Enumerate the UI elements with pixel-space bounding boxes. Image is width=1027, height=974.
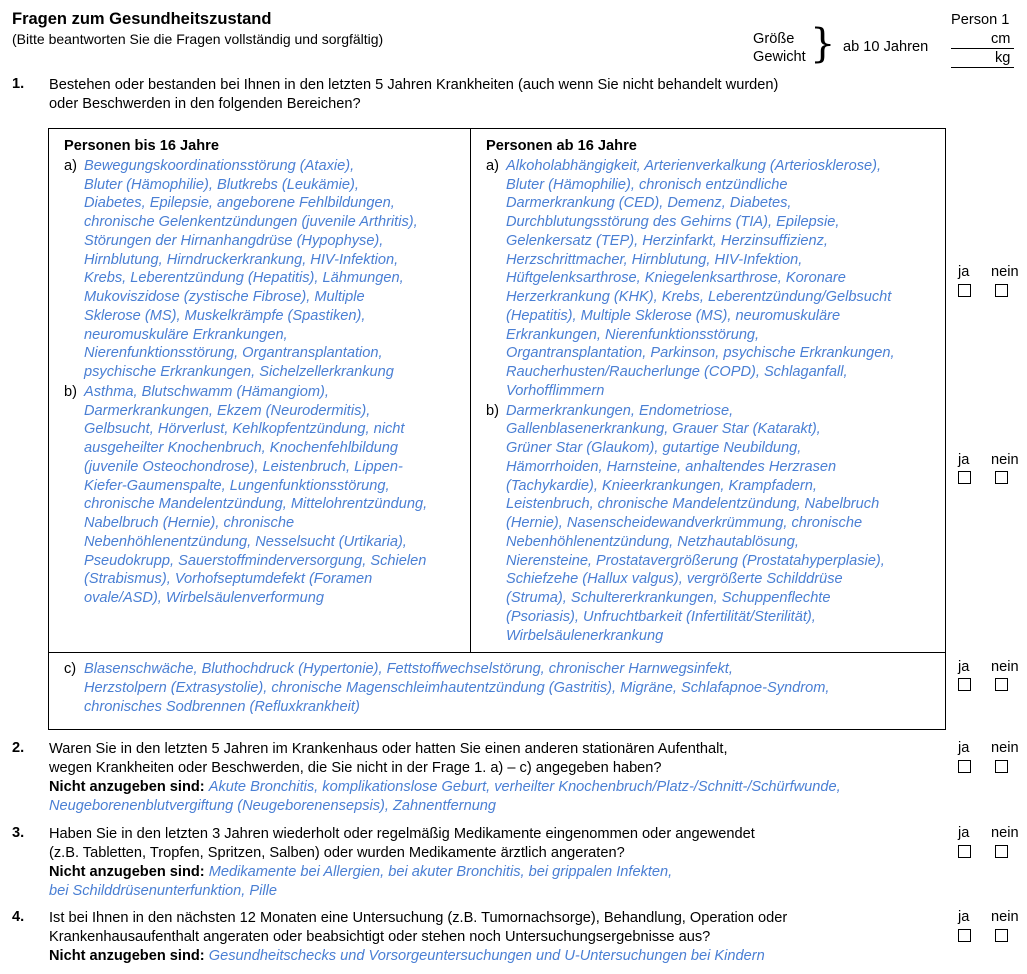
q1-line2: oder Beschwerden in den folgenden Bereichen?: [49, 96, 361, 112]
brace-icon: }: [810, 21, 836, 67]
q3-exclusion: [49, 863, 949, 882]
c-row: [64, 660, 942, 716]
right-column: [486, 137, 944, 645]
q2-line1: Waren Sie in den letzten 5 Jahren im Krankenhaus oder hatten Sie einen anderen stationären Aufenthalt,: [49, 741, 728, 757]
text-line: Blasenschwäche, Bluthochdruck (Hypertonie), Fettstoffwechselstörung, chronischer Harnwegsinfekt,: [84, 661, 733, 677]
q3-exclusion-text1: Medikamente bei Allergien, bei akuter Bronchitis, bei grippalen Infekten,: [208, 864, 673, 880]
text-line: Gallenblasenerkrankung, Grauer Star (Katarakt),: [506, 421, 821, 438]
right-b-text: [506, 402, 944, 646]
text-line: Bluter (Hämophilie), Blutkrebs (Leukämie),: [84, 176, 359, 193]
text-line: (Tachykardie), Knieerkrankungen, Krampfadern,: [506, 477, 817, 494]
ja-label: ja: [958, 825, 970, 841]
right-a-label: a): [486, 157, 499, 174]
text-line: Nierenfunktionsstörung, Organtransplantation,: [84, 345, 383, 362]
nein-label: nein: [991, 452, 1019, 468]
left-group-a: [64, 157, 466, 382]
text-line: Gelenkersatz (TEP), Herzinfarkt, Herzinsuffizienz,: [506, 232, 828, 249]
text-line: Herzstolpern (Extrasystolie), chronische Magenschleimhautentzündung (Gastritis), Migräne, Schlafapnoe-Syndrom,: [84, 679, 830, 696]
text-line: Grüner Star (Glaukom), gutartige Neubildung,: [506, 440, 802, 456]
left-heading: Personen bis 16 Jahre: [64, 138, 219, 154]
q1-number: 1.: [12, 76, 25, 92]
page-title: Fragen zum Gesundheitszustand: [12, 10, 272, 28]
ja-label: ja: [958, 452, 970, 468]
person-label: Person 1: [951, 12, 1010, 28]
left-b-label: b): [64, 383, 77, 400]
q1a-nein-checkbox[interactable]: [995, 284, 1008, 297]
text-line: chronische Gelenkentzündungen (juvenile Arthritis),: [84, 214, 418, 230]
q4-exclusion: [49, 947, 949, 966]
q4-line1: Ist bei Ihnen in den nächsten 12 Monaten eine Untersuchung (z.B. Tumornachsorge), Behandlung, Operation oder: [49, 910, 788, 926]
c-label: c): [64, 661, 77, 677]
nein-label: nein: [991, 659, 1019, 675]
text-line: Nebenhöhlenentzündung, Nesselsucht (Urtikaria),: [84, 533, 407, 550]
text-line: (Psoriasis), Unfruchtbarkeit (Infertilität/Sterilität),: [506, 608, 816, 625]
q1-line1: Bestehen oder bestanden bei Ihnen in den letzten 5 Jahren Krankheiten (auch wenn Sie nicht behandelt wurden): [49, 77, 779, 93]
text-line: Hirnblutung, Hirndruckerkrankung, HIV-Infektion,: [84, 251, 399, 268]
text-line: Bewegungskoordinationsstörung (Ataxie),: [84, 157, 355, 174]
text-line: Darmerkrankungen, Ekzem (Neurodermitis),: [84, 402, 371, 419]
left-b-text: [84, 383, 466, 608]
gewicht-label: Gewicht: [753, 49, 806, 65]
q4-number: 4.: [12, 909, 25, 925]
q3-ja-checkbox[interactable]: [958, 845, 971, 858]
text-line: Sklerose (MS), Muskelkrämpfe (Spastiken),: [84, 307, 366, 324]
text-line: ovale/ASD), Wirbelsäulenverformung: [84, 590, 324, 606]
nein-label: nein: [991, 264, 1019, 280]
text-line: Nebenhöhlenentzündung, Netzhautablösung,: [506, 533, 799, 550]
text-line: Wirbelsäulenerkrankung: [506, 627, 664, 644]
age-label: ab 10 Jahren: [843, 39, 929, 55]
q2-nein-checkbox[interactable]: [995, 760, 1008, 773]
text-line: Krebs, Leberentzündung (Hepatitis), Lähmungen,: [84, 270, 404, 287]
text-line: chronisches Sodbrennen (Refluxkrankheit): [84, 698, 360, 715]
text-line: Erkrankungen, Nierenfunktionsstörung,: [506, 326, 760, 343]
text-line: Nabelbruch (Hernie), chronische: [84, 515, 295, 531]
text-line: Störungen der Hirnanhangdrüse (Hypophyse),: [84, 232, 384, 249]
q4-text: [49, 909, 949, 966]
q1c-ja-checkbox[interactable]: [958, 678, 971, 691]
ja-label: ja: [958, 909, 970, 925]
text-line: (Hernie), Nasenscheidewandverkrümmung, chronische: [506, 515, 863, 531]
text-line: (juvenile Osteochondrose), Leistenbruch, Lippen-: [84, 458, 403, 475]
text-line: Gelbsucht, Hörverlust, Kehlkopfentzündung, nicht: [84, 421, 405, 438]
q4-exclusion-text1: Gesundheitschecks und Vorsorgeuntersuchungen und U-Untersuchungen bei Kindern: [208, 948, 765, 964]
text-line: Bluter (Hämophilie), chronisch entzündliche: [506, 176, 788, 193]
q4-line2: Krankenhausaufenthalt angeraten oder beabsichtigt oder stehen noch Untersuchungsergebnisse aus?: [49, 929, 711, 945]
q2-ja-checkbox[interactable]: [958, 760, 971, 773]
text-line: Pseudokrupp, Sauerstoffminderversorgung, Schielen: [84, 552, 427, 569]
text-line: Nierensteine, Prostatavergrößerung (Prostatahyperplasie),: [506, 552, 885, 569]
left-group-b: [64, 383, 466, 608]
nein-label: nein: [991, 825, 1019, 841]
q2-exclusion-text1: Akute Bronchitis, komplikationslose Geburt, verheilter Knochenbruch/Platz-/Schnitt-/Schürfwunde,: [208, 779, 841, 795]
q4-exclusion-label: Nicht anzugeben sind:: [49, 948, 205, 964]
q3-line1: Haben Sie in den letzten 3 Jahren wiederholt oder regelmäßig Medikamente eingenommen oder angewendet: [49, 826, 755, 842]
q4-nein-checkbox[interactable]: [995, 929, 1008, 942]
text-line: Hüftgelenksarthrose, Kniegelenksarthrose, Koronare: [506, 270, 846, 287]
text-line: Mukoviszidose (zystische Fibrose), Multiple: [84, 289, 365, 305]
text-line: Herzerkrankung (KHK), Krebs, Leberentzündung/Gelbsucht: [506, 289, 892, 305]
q3-line2: (z.B. Tabletten, Tropfen, Spritzen, Salben) oder wurden Medikamente ärztlich angeraten?: [49, 845, 625, 861]
text-line: Schiefzehe (Hallux valgus), vergrößerte Schilddrüse: [506, 571, 843, 588]
nein-label: nein: [991, 740, 1019, 756]
right-group-a: [486, 157, 944, 401]
q4-ja-checkbox[interactable]: [958, 929, 971, 942]
q3-text: [49, 825, 949, 901]
q3-number: 3.: [12, 825, 25, 841]
text-line: chronische Mandelentzündung, Mittelohrentzündung,: [84, 496, 428, 513]
text-line: Asthma, Blutschwamm (Hämangiom),: [84, 383, 329, 400]
q2-exclusion-text2: Neugeborenenblutvergiftung (Neugeborenensepsis), Zahnentfernung: [49, 798, 497, 814]
q1-column-divider: [470, 128, 471, 652]
ja-label: ja: [958, 740, 970, 756]
text-line: Herzschrittmacher, Hirnblutung, HIV-Infektion,: [506, 251, 803, 268]
q2-number: 2.: [12, 740, 25, 756]
q2-line2: wegen Krankheiten oder Beschwerden, die Sie nicht in der Frage 1. a) – c) angegeben haben?: [49, 760, 662, 776]
ja-label: ja: [958, 659, 970, 675]
text-line: Kiefer-Gaumenspalte, Lungenfunktionsstörung,: [84, 477, 390, 494]
text-line: (Hepatitis), Multiple Sklerose (MS), neuromuskuläre: [506, 307, 841, 324]
unit-cm: cm: [991, 31, 1011, 47]
text-line: Raucherhusten/Raucherlunge (COPD), Schlaganfall,: [506, 364, 848, 380]
c-text: [84, 660, 942, 716]
unit-kg: kg: [995, 50, 1011, 66]
q1c-nein-checkbox[interactable]: [995, 678, 1008, 691]
text-line: Hämorrhoiden, Harnsteine, anhaltendes Herzrasen: [506, 458, 837, 475]
left-a-label: a): [64, 157, 77, 174]
groesse-label: Größe: [753, 31, 795, 47]
q1b-nein-checkbox[interactable]: [995, 471, 1008, 484]
q3-nein-checkbox[interactable]: [995, 845, 1008, 858]
right-a-text: [506, 157, 944, 401]
q1a-ja-checkbox[interactable]: [958, 284, 971, 297]
right-heading: Personen ab 16 Jahre: [486, 138, 637, 154]
ja-label: ja: [958, 264, 970, 280]
q2-text: [49, 740, 949, 816]
right-b-label: b): [486, 402, 499, 419]
text-line: Alkoholabhängigkeit, Arterienverkalkung (Arteriosklerose),: [506, 157, 882, 174]
text-line: (Strabismus), Vorhofseptumdefekt (Foramen: [84, 571, 373, 588]
text-line: Organtransplantation, Parkinson, psychische Erkrankungen,: [506, 345, 895, 362]
page-subtitle: (Bitte beantworten Sie die Fragen vollständig und sorgfältig): [12, 31, 384, 47]
q3-exclusion-label: Nicht anzugeben sind:: [49, 864, 205, 880]
left-a-text: [84, 157, 466, 382]
text-line: Durchblutungsstörung des Gehirns (TIA), Epilepsie,: [506, 214, 840, 230]
text-line: Darmerkrankung (CED), Demenz, Diabetes,: [506, 195, 792, 212]
q1b-ja-checkbox[interactable]: [958, 471, 971, 484]
text-line: neuromuskuläre Erkrankungen,: [84, 326, 288, 343]
q3-exclusion-text2: bei Schilddrüsenunterfunktion, Pille: [49, 883, 277, 899]
group-c: [64, 660, 942, 716]
text-line: (Struma), Schultererkrankungen, Schuppenflechte: [506, 590, 831, 606]
q1-text: [49, 76, 949, 114]
text-line: Diabetes, Epilepsie, angeborene Fehlbildungen,: [84, 195, 395, 212]
text-line: Leistenbruch, chronische Mandelentzündung, Nabelbruch: [506, 496, 880, 513]
text-line: Vorhofflimmern: [506, 382, 605, 399]
text-line: ausgeheilter Knochenbruch, Knochenfehlbildung: [84, 440, 399, 456]
text-line: Darmerkrankungen, Endometriose,: [506, 402, 734, 419]
text-line: psychische Erkrankungen, Sichelzellerkrankung: [84, 364, 394, 380]
left-column: [64, 137, 466, 608]
nein-label: nein: [991, 909, 1019, 925]
q1-row-divider: [48, 652, 946, 653]
q2-exclusion: [49, 778, 949, 797]
q2-exclusion-label: Nicht anzugeben sind:: [49, 779, 205, 795]
weight-input-line[interactable]: [951, 67, 1014, 68]
right-group-b: [486, 402, 944, 646]
